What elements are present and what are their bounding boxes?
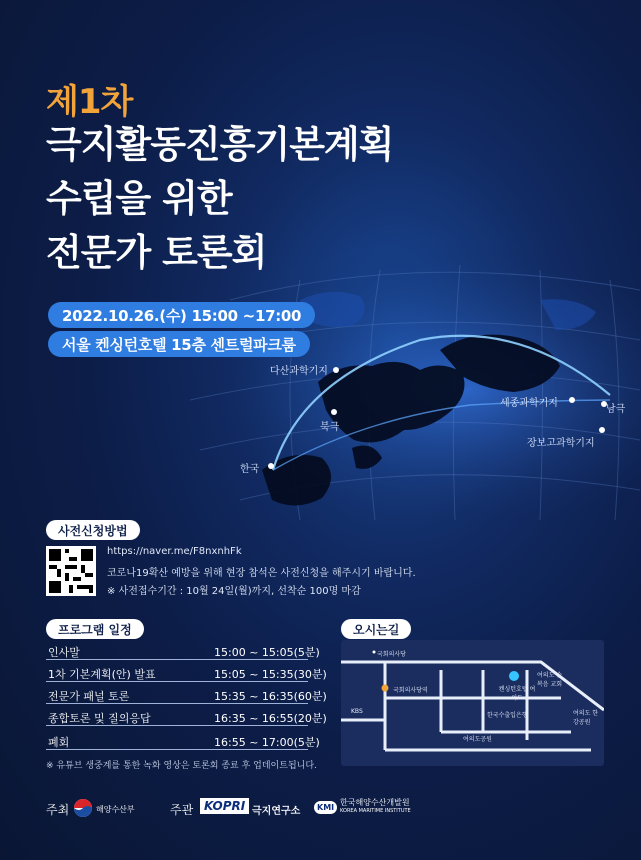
map-assembly: 국회의사당 [377,651,406,658]
program-item-name: 인사말 [48,646,80,659]
korea-label: 한국 [240,464,260,475]
program-item-time: 15:35 ~ 16:35(60분) [214,690,327,703]
event-date: 2022.10.26.(수) 15:00 ~17:00 [48,302,315,328]
program-item-time: 15:05 ~ 15:35(30분) [214,668,327,681]
directions-map[interactable] [341,640,604,766]
organizer-label: 주관 [170,803,194,817]
map-market: 한국수출입은행 [487,712,528,719]
program-item-name: 전문가 패널 토론 [48,690,130,703]
map-hotel: 켄싱턴호텔 여의도 [498,686,536,702]
mof-logo-icon [73,798,93,818]
program-item-time: 16:55 ~ 17:00(5분) [214,736,320,749]
directions-heading: 오시는길 [341,619,411,639]
program-row [46,662,327,682]
registration-deadline: ※ 사전접수기간 : 10월 24일(월)까지, 선착순 100명 마감 [107,586,361,597]
registration-notice: 코로나19확산 예방을 위해 현장 참석은 사전신청을 해주시기 바랍니다. [107,568,416,579]
title-line-2: 수립을 위한 [46,177,232,220]
map-assembly-station: 국회의사당역 [393,687,428,694]
program-heading: 프로그램 일정 [46,619,144,639]
edition-label: 제1차 [46,82,133,122]
poster-title [46,118,393,280]
event-venue: 서울 켄싱턴호텔 15층 센트럴파크룸 [48,331,310,357]
qr-code[interactable] [46,546,96,596]
map-park: 여의도 한강공원 [573,710,599,726]
program-item-time: 15:00 ~ 15:05(5분) [214,646,320,659]
program-item-name: 1차 기본계획(안) 발표 [48,668,156,681]
street-map-graphic [341,640,604,766]
program-note: ※ 유튜브 생중계를 통한 녹화 영상은 토론회 종료 후 업데이트됩니다. [46,761,317,771]
map-kbs: KBS [351,708,363,715]
org2-english: KOREA MARITIME INSTITUTE [340,808,411,814]
jangbogo-dot [599,427,605,433]
north-pole-label: 북극 [320,422,340,433]
registration-url[interactable]: https://naver.me/F8nxnhFk [107,546,242,557]
program-row [46,684,327,704]
south-pole-label: 남극 [606,404,626,415]
sejong-dot [569,397,575,403]
jangbogo-label: 장보고과학기지 [527,438,595,449]
host-label: 주최 [46,803,70,817]
map-yeouido-park: 여의도공원 [463,736,492,743]
program-row [46,640,320,660]
kopri-logo: KOPRI [200,798,249,814]
title-line-1: 극지활동진흥기본계획 [46,123,394,166]
org2-name: 한국해양수산개발원 [340,798,410,807]
host-org: 해양수산부 [96,805,135,814]
kmi-logo: KMI [314,801,337,814]
program-item-name: 종합토론 및 질의응답 [48,712,151,725]
dasan-dot [333,367,339,373]
program-row [46,730,320,750]
dasan-label: 다산과학기지 [270,366,328,377]
north-pole-dot [331,409,337,415]
map-church: 여의도 순복음 교회 [537,672,563,688]
org1-name: 극지연구소 [252,806,301,817]
program-row [46,706,327,726]
sejong-label: 세종과학기지 [500,398,558,409]
program-item-name: 폐회 [48,736,70,749]
registration-heading: 사전신청방법 [46,520,140,540]
program-item-time: 16:35 ~ 16:55(20분) [214,712,327,725]
title-line-3: 전문가 토론회 [46,231,267,274]
qr-pattern-icon [49,549,93,593]
korea-dot [268,463,274,469]
